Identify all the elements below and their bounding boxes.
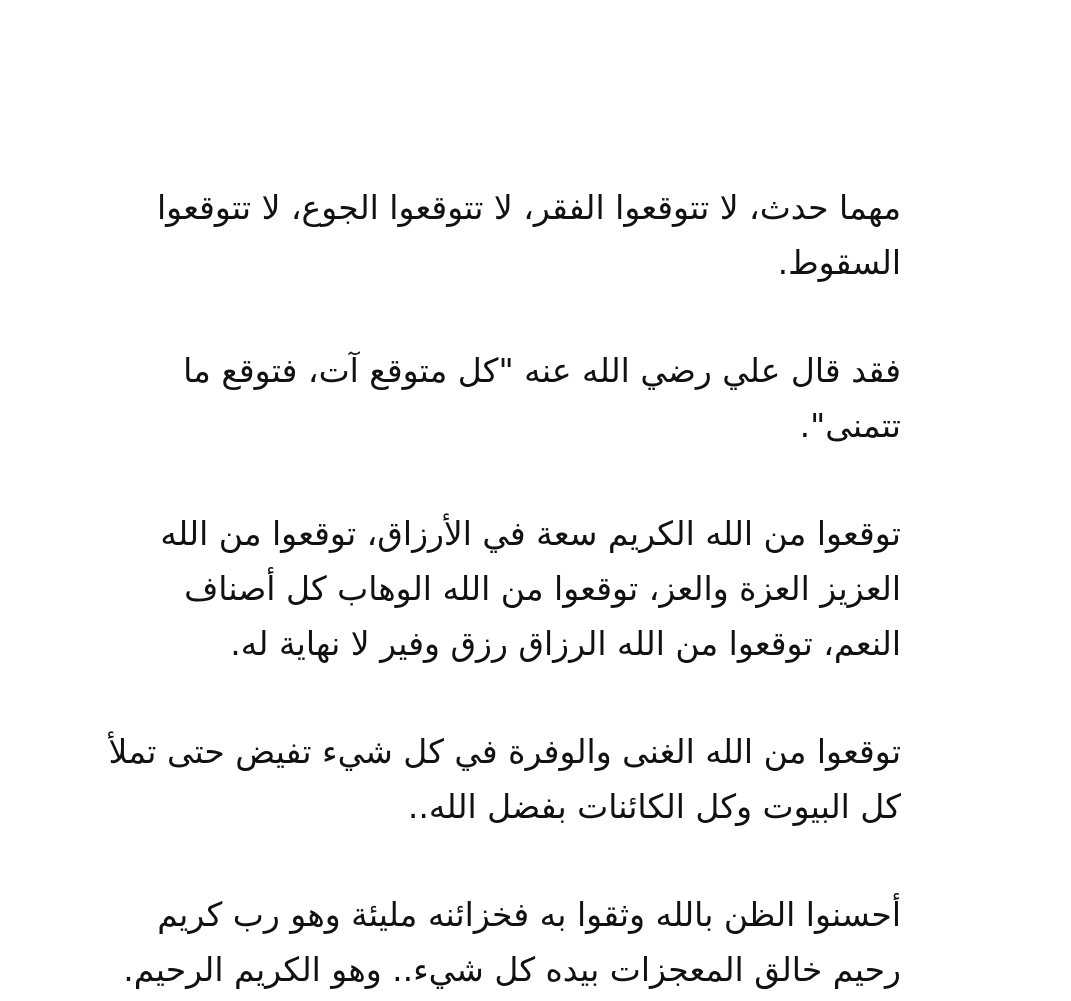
paragraph-4 xyxy=(108,724,901,834)
text-line: أحسنوا الظن بالله وثقوا به فخزائنه مليئة وهو رب كريم xyxy=(157,895,901,934)
paragraph-5 xyxy=(123,887,901,997)
quote-text xyxy=(108,180,901,997)
text-line: فقد قال علي رضي الله عنه "كل متوقع آت، فتوقع ما xyxy=(183,351,901,390)
text-line: توقعوا من الله الكريم سعة في الأرزاق، توقعوا من الله xyxy=(160,514,901,553)
text-line: كل البيوت وكل الكائنات بفضل الله.. xyxy=(407,787,901,826)
text-line: مهما حدث، لا تتوقعوا الفقر، لا تتوقعوا الجوع، لا تتوقعوا xyxy=(156,188,901,227)
paragraph-3 xyxy=(160,506,901,671)
text-line: العزيز العزة والعز، توقعوا من الله الوهاب كل أصناف xyxy=(184,569,901,608)
text-line: النعم، توقعوا من الله الرزاق رزق وفير لا نهاية له. xyxy=(230,624,901,663)
text-line: رحيم خالق المعجزات بيده كل شيء.. وهو الكريم الرحيم. xyxy=(123,950,901,989)
text-line: تتمنى". xyxy=(799,406,901,445)
text-line: السقوط. xyxy=(777,243,901,282)
paragraph-1 xyxy=(156,180,901,290)
paragraph-2 xyxy=(171,343,901,453)
text-line: توقعوا من الله الغنى والوفرة في كل شيء تفيض حتى تملأ xyxy=(108,732,901,771)
